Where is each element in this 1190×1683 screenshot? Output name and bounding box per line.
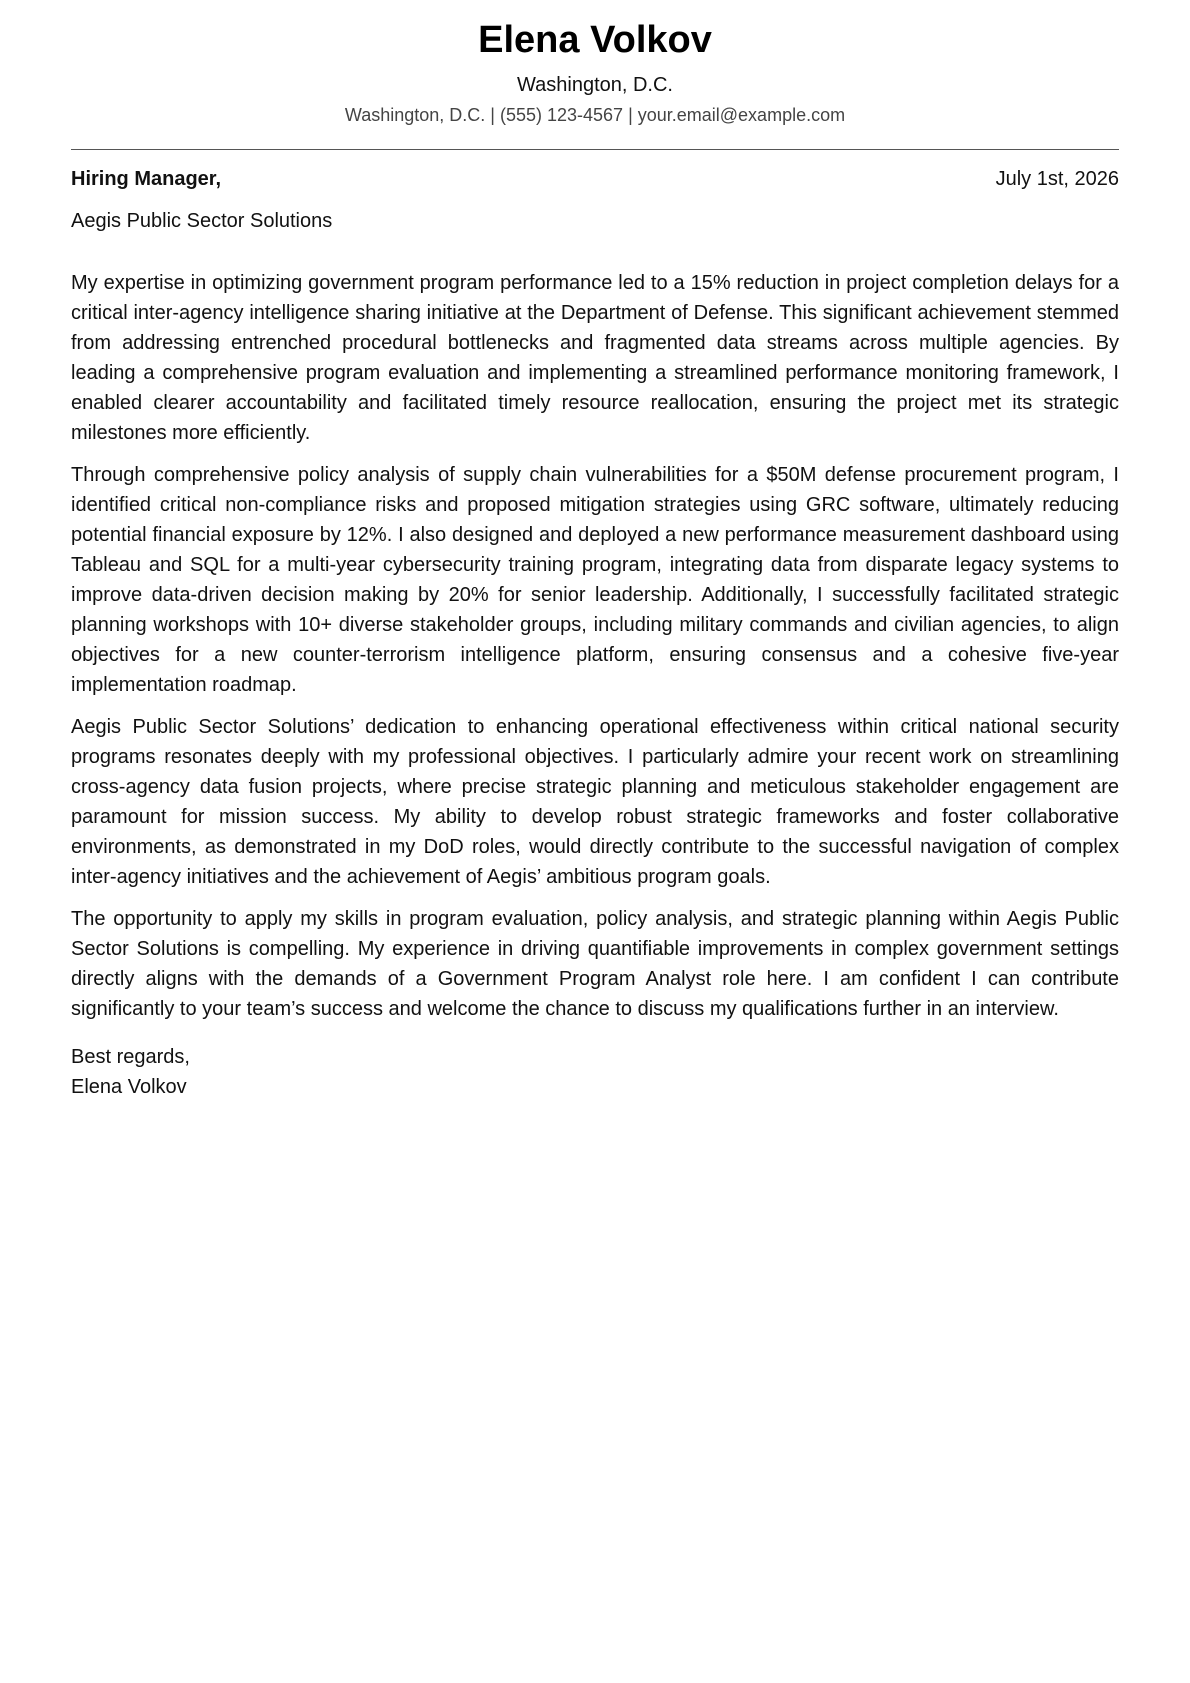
recipient-date-row bbox=[71, 166, 1119, 192]
contact-line: Washington, D.C. | (555) 123-4567 | your.email@example.com bbox=[344, 105, 846, 125]
letter-body bbox=[71, 268, 1119, 1024]
body-paragraph-2: Through comprehensive policy analysis of supply chain vulnerabilities for a $50M defense procurement program, I identified critical non-compliance risks and proposed mitigation strategies using GRC software, ultimately reducing potential financial exposure by 12%. I also designed and deployed a new performance measurement dashboard using Tableau and SQL for a multi-year cybersecurity training program, integrating data from disparate legacy systems to improve data-driven decision making by 20% for senior leadership. Additionally, I successfully facilitated strategic planning workshops with 10+ diverse stakeholder groups, including military commands and civilian agencies, to align objectives for a new counter-terrorism intelligence platform, ensuring consensus and a cohesive five-year implementation roadmap. bbox=[71, 464, 1119, 696]
body-paragraph-1: My expertise in optimizing government program performance led to a 15% reduction in project completion delays for a critical inter-agency intelligence sharing initiative at the Department of Defense. This significant achievement stemmed from addressing entrenched procedural bottlenecks and fragmented data streams across multiple agencies. By leading a comprehensive program evaluation and implementing a streamlined performance monitoring framework, I enabled clearer accountability and facilitated timely resource reallocation, ensuring the project met its strategic milestones more efficiently. bbox=[71, 272, 1119, 444]
applicant-location: Washington, D.C. bbox=[517, 74, 673, 96]
applicant-name: Elena Volkov bbox=[478, 19, 712, 61]
recipient-salutation: Hiring Manager, bbox=[71, 168, 222, 190]
letter-header bbox=[71, 0, 1119, 127]
company-name: Aegis Public Sector Solutions bbox=[71, 210, 333, 232]
body-paragraph-4: The opportunity to apply my skills in program evaluation, policy analysis, and strategic planning within Aegis Public Sector Solutions is compelling. My experience in driving quantifiable improvements in complex government settings directly aligns with the demands of a Government Program Analyst role here. I am confident I can contribute significantly to your team’s success and welcome the chance to discuss my qualifications further in an interview. bbox=[71, 908, 1119, 1020]
letter-date: July 1st, 2026 bbox=[995, 168, 1119, 190]
letter-closing bbox=[71, 1042, 1119, 1102]
header-divider bbox=[71, 149, 1119, 150]
body-paragraph-3: Aegis Public Sector Solutions’ dedication to enhancing operational effectiveness within critical national security programs resonates deeply with my professional objectives. I particularly admire your recent work on streamlining cross-agency data fusion projects, where precise strategic planning and meticulous stakeholder engagement are paramount for mission success. My ability to develop robust strategic frameworks and foster collaborative environments, as demonstrated in my DoD roles, would directly contribute to the successful navigation of complex inter-agency initiatives and the achievement of Aegis’ ambitious program goals. bbox=[71, 716, 1119, 888]
closing-phrase: Best regards, bbox=[71, 1046, 190, 1068]
signature-name: Elena Volkov bbox=[71, 1076, 187, 1098]
